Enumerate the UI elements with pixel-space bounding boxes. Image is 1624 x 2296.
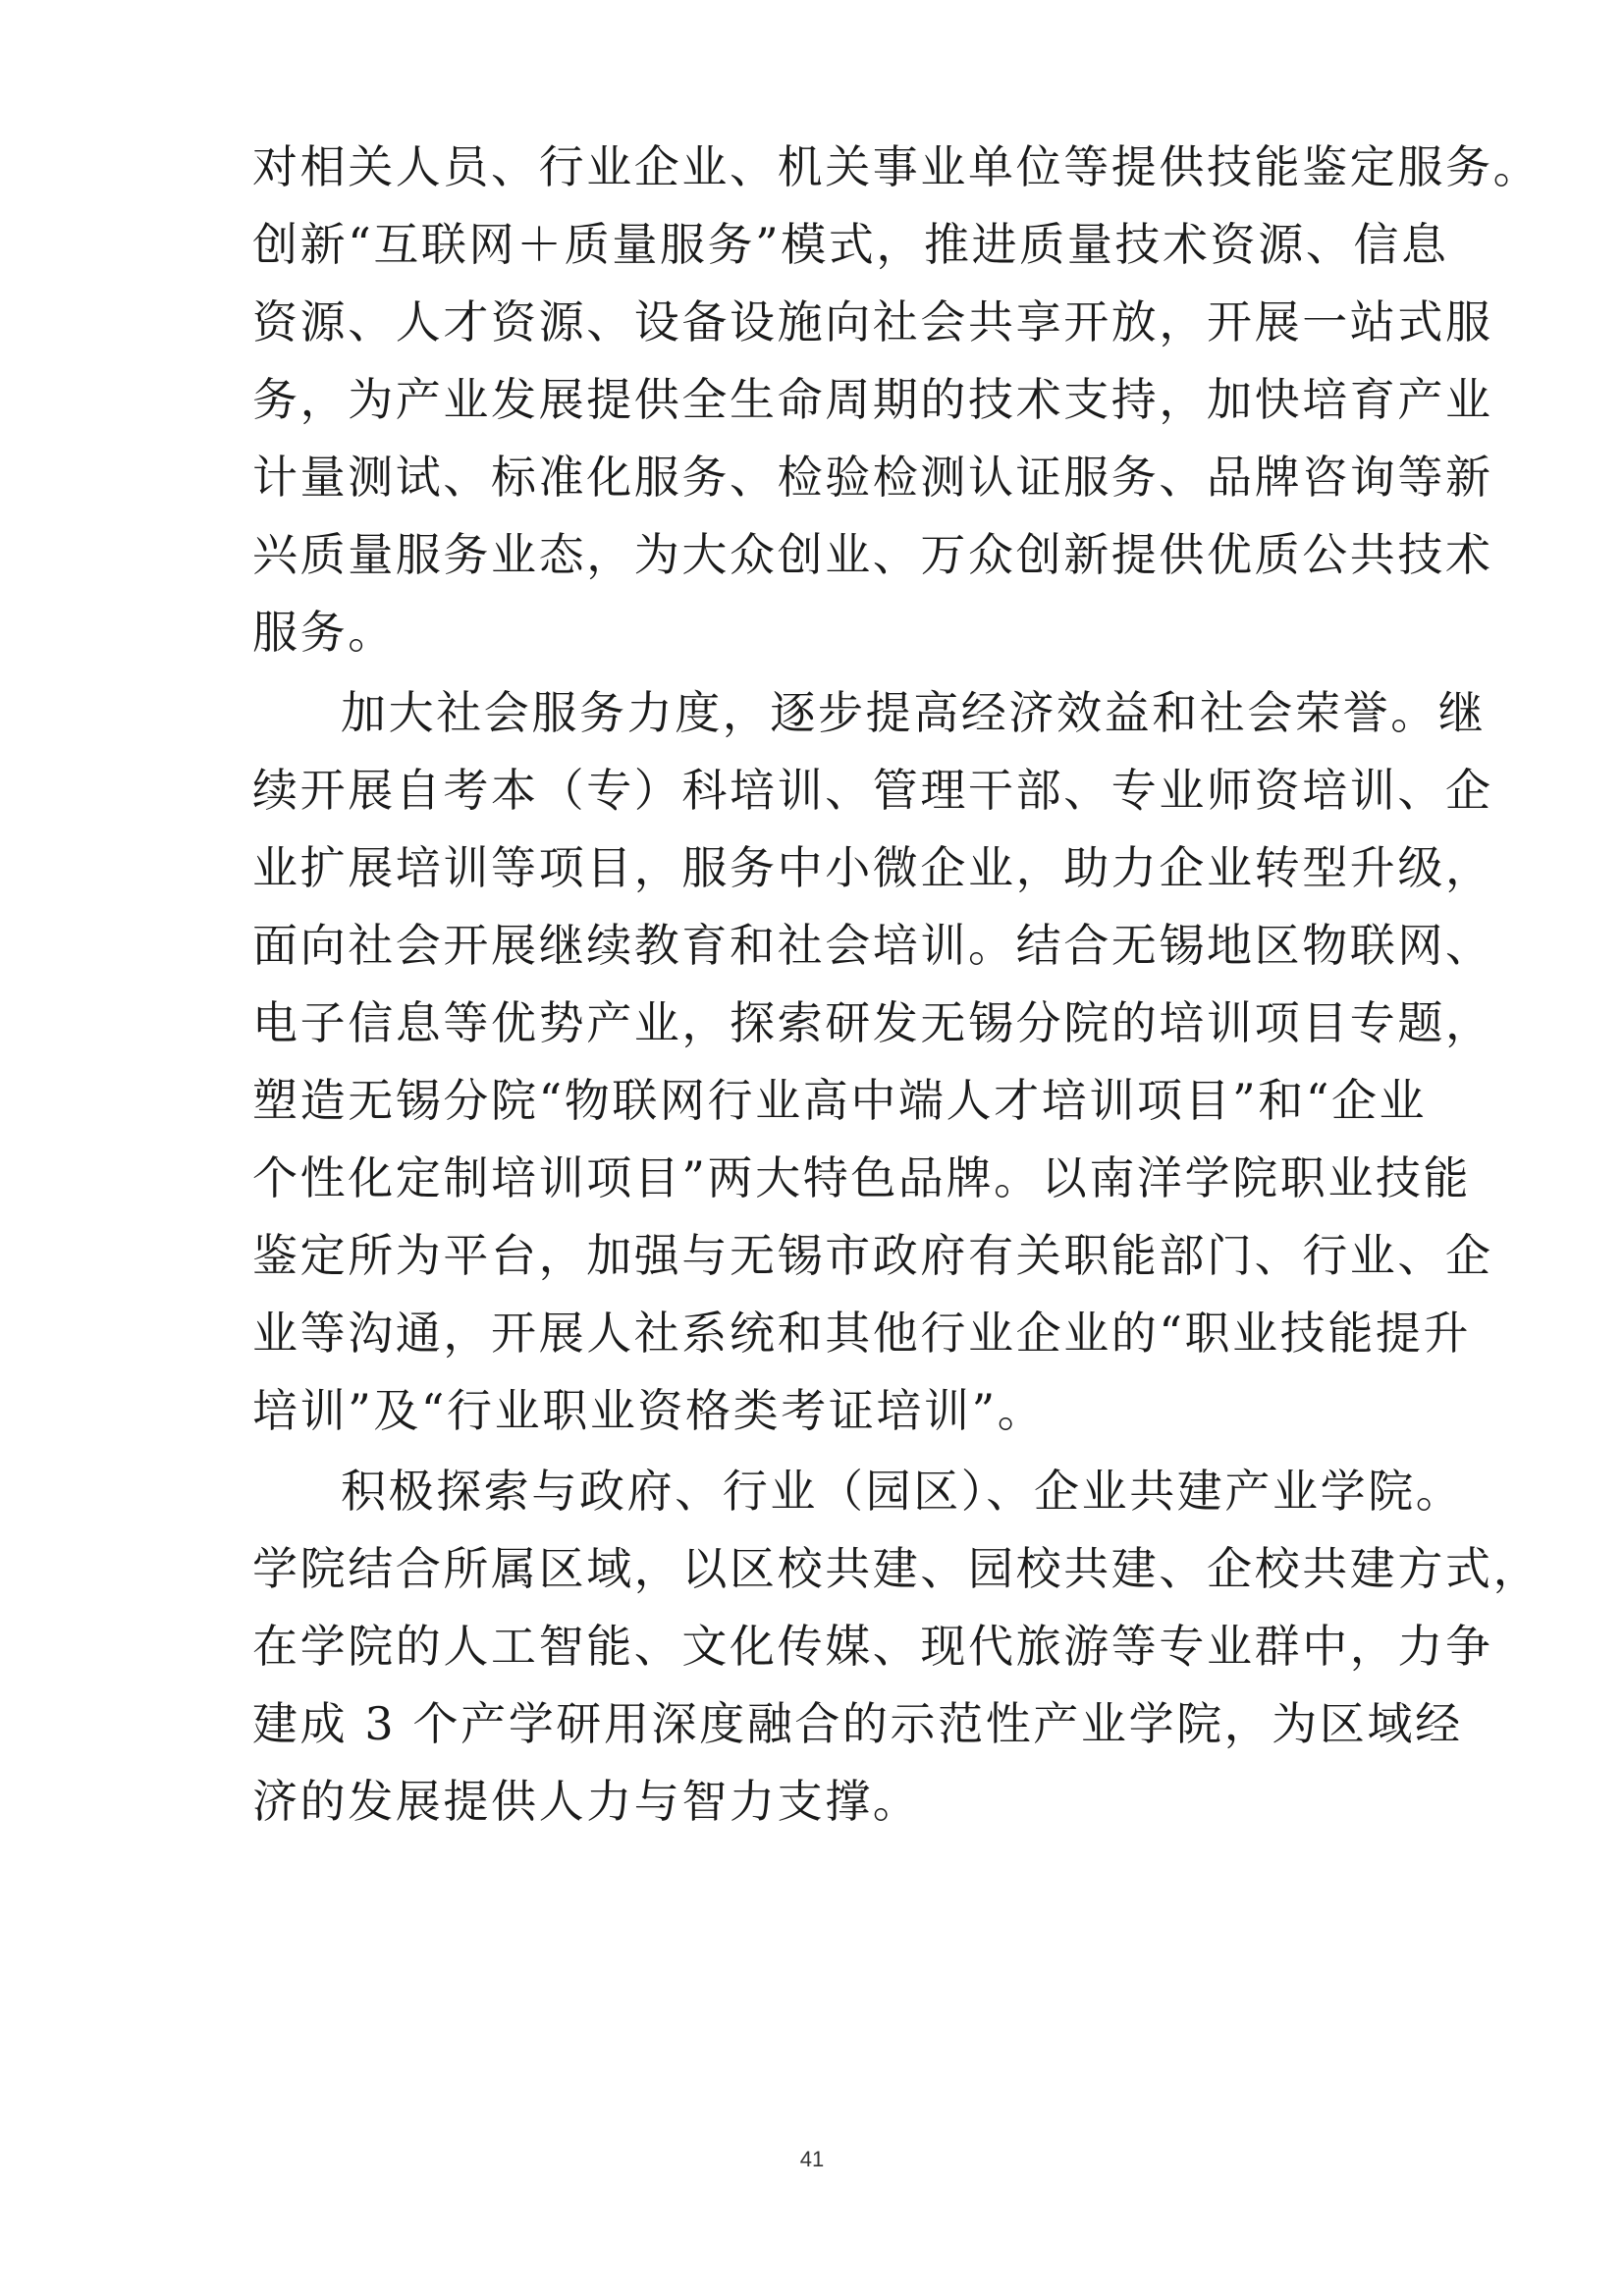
paragraph-line: 济的发展提供人力与智力支撑。 bbox=[252, 1775, 921, 1828]
paragraph-line: 务，为产业发展提供全生命周期的技术支持，加快培育产业 bbox=[252, 373, 1493, 426]
paragraph-line: 面向社会开展继续教育和社会培训。结合无锡地区物联网、 bbox=[252, 919, 1493, 972]
paragraph-line: 鉴定所为平台，加强与无锡市政府有关职能部门、行业、企 bbox=[252, 1229, 1493, 1282]
paragraph-line: 创新“互联网＋质量服务”模式，推进质量技术资源、信息 bbox=[252, 218, 1449, 271]
paragraph-line: 服务。 bbox=[252, 606, 396, 659]
paragraph-line: 业等沟通，开展人社系统和其他行业企业的“职业技能提升 bbox=[252, 1307, 1472, 1360]
paragraph-line: 电子信息等优势产业，探索研发无锡分院的培训项目专题， bbox=[252, 996, 1493, 1049]
paragraph-line: 资源、人才资源、设备设施向社会共享开放，开展一站式服 bbox=[252, 295, 1493, 348]
paragraph-line: 塑造无锡分院“物联网行业高中端人才培训项目”和“企业 bbox=[252, 1074, 1428, 1127]
paragraph-line: 对相关人员、行业企业、机关事业单位等提供技能鉴定服务。 bbox=[252, 140, 1542, 193]
paragraph-line: 业扩展培训等项目，服务中小微企业，助力企业转型升级， bbox=[252, 841, 1493, 894]
paragraph-first-line: 加大社会服务力度，逐步提高经济效益和社会荣誉。继 bbox=[341, 686, 1487, 739]
page-number: 41 bbox=[799, 2147, 825, 2171]
paragraph-first-line: 积极探索与政府、行业（园区）、企业共建产业学院。 bbox=[341, 1465, 1464, 1518]
paragraph-line: 续开展自考本（专）科培训、管理干部、专业师资培训、企 bbox=[252, 764, 1493, 817]
paragraph-line: 个性化定制培训项目”两大特色品牌。以南洋学院职业技能 bbox=[252, 1151, 1472, 1204]
paragraph-line: 培训”及“行业职业资格类考证培训”。 bbox=[252, 1384, 1046, 1437]
paragraph-line: 在学院的人工智能、文化传媒、现代旅游等专业群中，力争 bbox=[252, 1620, 1493, 1673]
paragraph-line: 学院结合所属区域，以区校共建、园校共建、企校共建方式， bbox=[252, 1542, 1542, 1595]
paragraph-line: 建成 3 个产学研用深度融合的示范性产业学院，为区域经 bbox=[252, 1697, 1463, 1750]
paragraph-line: 计量测试、标准化服务、检验检测认证服务、品牌咨询等新 bbox=[252, 451, 1493, 504]
paragraph-line: 兴质量服务业态，为大众创业、万众创新提供优质公共技术 bbox=[252, 528, 1493, 581]
